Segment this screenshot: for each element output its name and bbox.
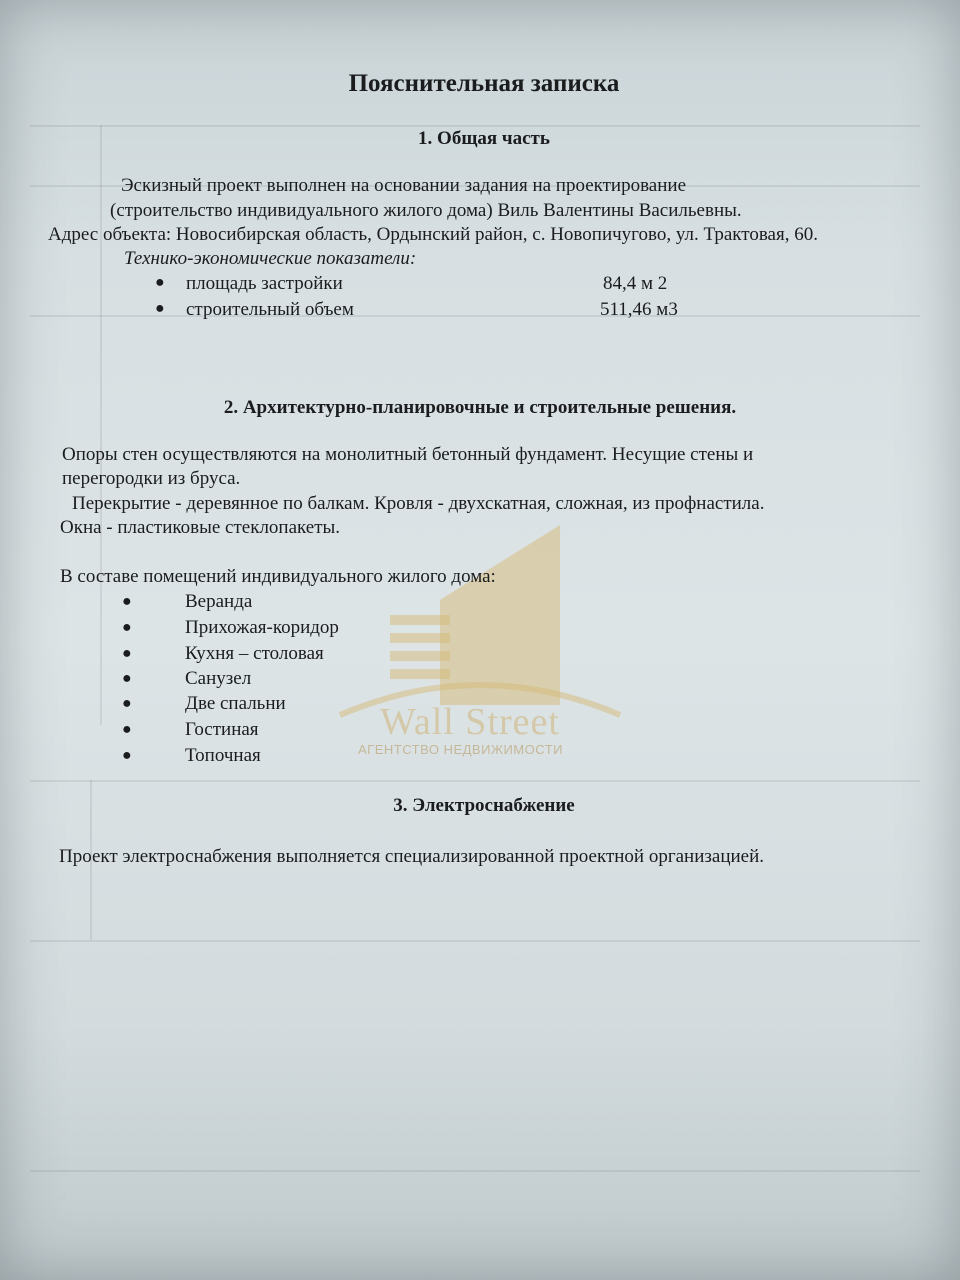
- section-2-paragraph-3: Окна - пластиковые стеклопакеты.: [60, 517, 341, 538]
- section-2-paragraph-1a: Опоры стен осуществляются на монолитный бетонный фундамент. Несущие стены и: [62, 444, 754, 465]
- rooms-intro: В составе помещений индивидуального жилого дома:: [60, 566, 496, 587]
- section-2-paragraph-2: Перекрытие - деревянное по балкам. Кровля - двухскатная, сложная, из профнастила.: [72, 493, 765, 514]
- indicator-name: строительный объем: [186, 299, 354, 320]
- bleed-through-line: [30, 940, 920, 942]
- bullet-icon: ●: [122, 619, 132, 636]
- section-2-heading: 2. Архитектурно-планировочные и строительные решения.: [223, 397, 737, 418]
- room-item: Веранда: [185, 591, 253, 612]
- bleed-through-line: [30, 1170, 920, 1172]
- room-item: Две спальни: [185, 693, 286, 714]
- bullet-icon: ●: [155, 274, 165, 291]
- section-2-paragraph-1b: перегородки из бруса.: [62, 468, 241, 489]
- section-3-heading: 3. Электроснабжение: [393, 795, 575, 816]
- page-title: Пояснительная записка: [348, 70, 620, 97]
- bullet-icon: ●: [122, 747, 132, 764]
- room-item: Санузел: [185, 668, 252, 689]
- section-1-line-2: (строительство индивидуального жилого дома) Виль Валентины Васильевны.: [110, 200, 742, 221]
- indicator-value: 84,4 м 2: [603, 273, 668, 294]
- section-1-line-1: Эскизный проект выполнен на основании задания на проектирование: [121, 175, 687, 196]
- watermark-subtitle: АГЕНТСТВО НЕДВИЖИМОСТИ: [358, 742, 563, 757]
- bleed-through-line: [30, 780, 920, 782]
- indicators-label: Технико-экономические показатели:: [124, 248, 417, 269]
- section-1-heading: 1. Общая часть: [418, 128, 550, 149]
- bullet-icon: ●: [122, 645, 132, 662]
- section-3-text: Проект электроснабжения выполняется специализированной проектной организацией.: [59, 846, 765, 867]
- bleed-through-line: [30, 125, 920, 127]
- indicator-value: 511,46 м3: [600, 299, 678, 320]
- bullet-icon: ●: [155, 300, 165, 317]
- room-item: Топочная: [185, 745, 261, 766]
- room-item: Гостиная: [185, 719, 259, 740]
- bullet-icon: ●: [122, 593, 132, 610]
- bullet-icon: ●: [122, 721, 132, 738]
- bullet-icon: ●: [122, 695, 132, 712]
- object-address: Адрес объекта: Новосибирская область, Ордынский район, с. Новопичугово, ул. Трактовая, 60.: [48, 224, 818, 245]
- room-item: Кухня – столовая: [185, 643, 324, 664]
- watermark-name: Wall Street: [380, 701, 560, 743]
- indicator-name: площадь застройки: [186, 273, 343, 294]
- bleed-through-line: [100, 125, 102, 725]
- room-item: Прихожая-коридор: [185, 617, 339, 638]
- bullet-icon: ●: [122, 670, 132, 687]
